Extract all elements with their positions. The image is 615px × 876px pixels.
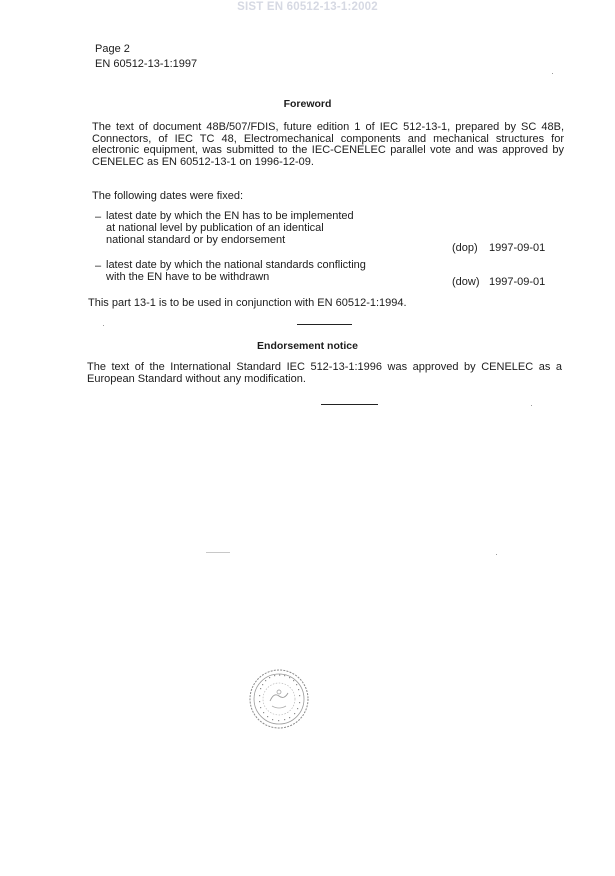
date-code: (dop): [452, 242, 478, 254]
date-item-text: latest date by which the EN has to be implemented at national level by publication of an identical national standard or by endorsement: [106, 210, 354, 246]
conjunction-note: This part 13-1 is to be used in conjunction with EN 60512-1:1994.: [88, 297, 407, 309]
list-dash: –: [95, 211, 102, 223]
scan-speck: [552, 73, 553, 74]
date-value: 1997-09-01: [489, 276, 546, 288]
document-id: EN 60512-13-1:1997: [95, 58, 198, 70]
date-value: 1997-09-01: [489, 242, 546, 254]
list-dash: –: [95, 260, 102, 272]
page-number: Page 2: [95, 43, 130, 55]
scan-speck: [531, 405, 532, 406]
endorsement-title: Endorsement notice: [257, 340, 358, 352]
section-divider: [297, 324, 352, 325]
endorsement-text: The text of the International Standard IEC 512-13-1:1996 was approved by CENELEC as a European Standard without any modification.: [87, 361, 562, 385]
scan-speck: [206, 552, 230, 553]
end-divider: [321, 404, 378, 405]
foreword-title: Foreword: [283, 98, 332, 110]
dates-intro: The following dates were fixed:: [92, 190, 244, 202]
foreword-intro: The text of document 48B/507/FDIS, future edition 1 of IEC 512-13-1, prepared by SC 48B, Connectors, of IEC TC 48, Electromechanical components and mechanical structures for electronic equipment, was submitted to the IEC-CENELEC parallel vote and was approved by CENELEC as EN 60512-13-1 on 1996-12-09.: [92, 121, 564, 168]
date-code: (dow): [452, 276, 480, 288]
watermark: SIST EN 60512-13-1:2002: [237, 1, 378, 13]
official-stamp-seal: [248, 668, 310, 730]
date-item-text: latest date by which the national standards conflicting with the EN have to be withdrawn: [106, 259, 366, 283]
scan-speck: [103, 325, 104, 326]
scan-speck: [496, 554, 497, 555]
page-header: [95, 42, 197, 72]
